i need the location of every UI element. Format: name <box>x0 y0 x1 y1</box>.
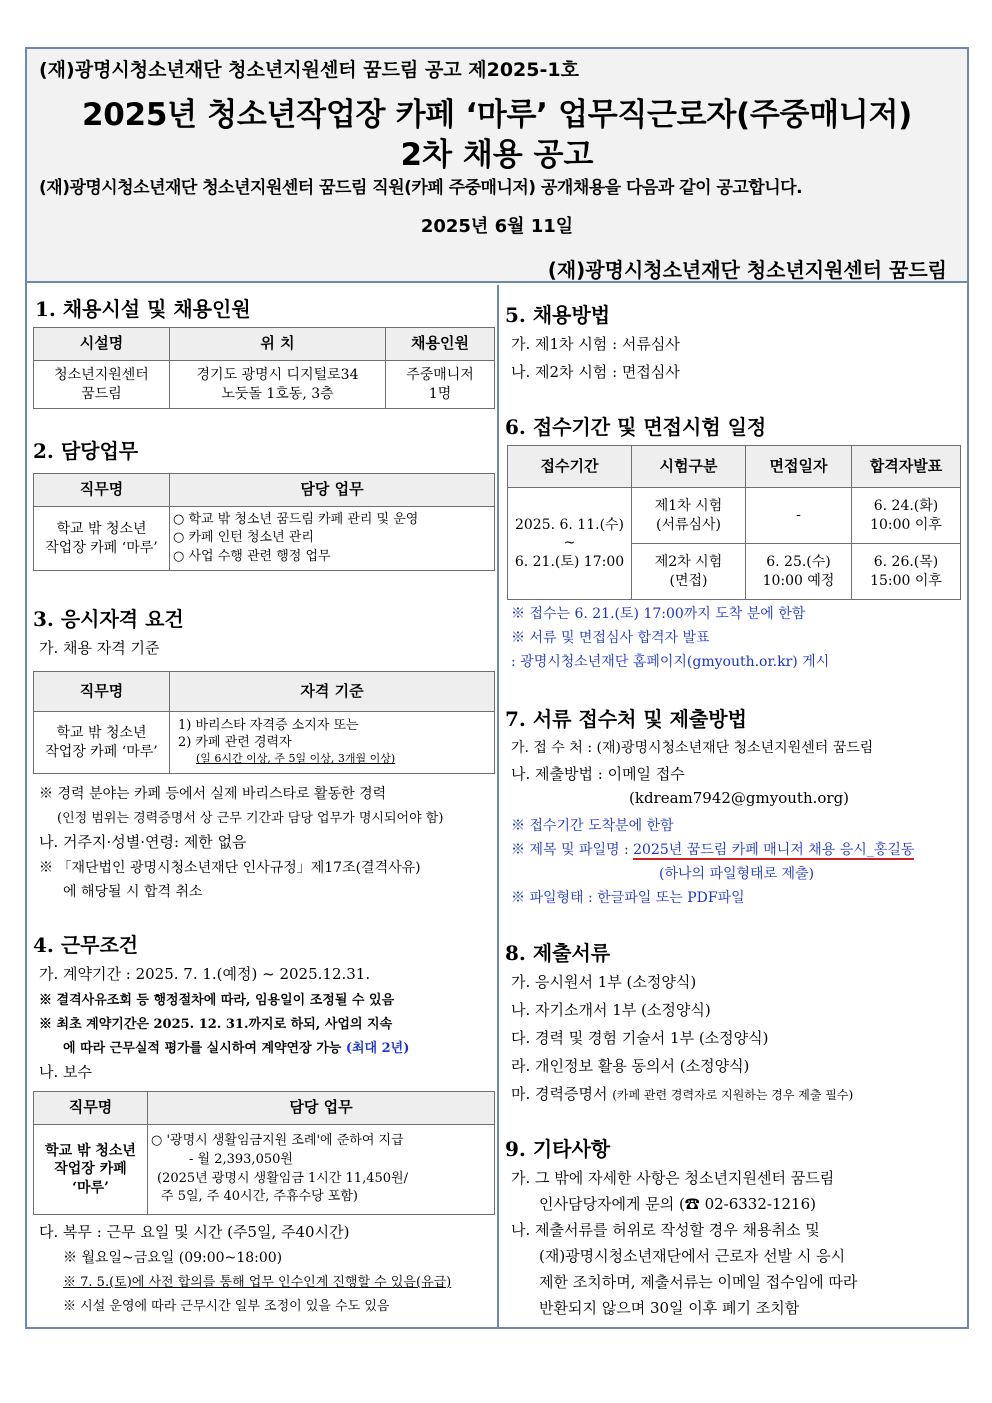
header-description: (재)광명시청소년재단 청소년지원센터 꿈드림 직원(카페 주중매니저) 공개채용을 다음과 같이 공고합니다. <box>39 178 803 198</box>
salary-detail: (2025년 광명시 생활임금 1시간 11,450원/ <box>157 1170 408 1186</box>
etc-na-4: 반환되지 않으며 30일 이후 폐기 조치함 <box>539 1299 800 1317</box>
table-cell: 6. 26.(목) 15:00 이후 <box>852 544 961 600</box>
contract-note-3: 에 따라 근무실적 평가를 실시하여 계약연장 가능 <box>63 1041 346 1056</box>
document-item-note: (카페 관련 경력자로 지원하는 경우 제출 필수) <box>612 1088 854 1102</box>
etc-na-3: 제한 조치하며, 제출서류는 이메일 접수임에 따라 <box>539 1273 858 1291</box>
table-cell: 제1차 시험 (서류심사) <box>632 488 746 544</box>
submission-place: 가. 접 수 처 : (재)광명시청소년재단 청소년지원센터 꿈드림 <box>511 740 874 756</box>
etc-ga-1: 가. 그 밖에 자세한 사항은 청소년지원센터 꿈드림 <box>511 1169 835 1187</box>
qualification-subtitle: 가. 채용 자격 기준 <box>39 639 160 657</box>
requirement-1: 1) 바리스타 자격증 소지자 또는 <box>178 718 359 734</box>
table-header: 시설명 <box>34 328 170 361</box>
table-header: 채용인원 <box>386 328 495 361</box>
requirement-2: 2) 카페 관련 경력자 <box>178 735 292 751</box>
table-header: 담당 업무 <box>170 474 495 507</box>
table-cell: - <box>746 488 852 544</box>
filename-label: ※ 제목 및 파일명 : <box>511 842 634 858</box>
page-title-line1: 2025년 청소년작업장 카페 ‘마루’ 업무직근로자(주중매니저) <box>82 97 912 133</box>
exam-1: 가. 제1차 시험 : 서류심사 <box>511 335 680 353</box>
document-item: 마. 경력증명서 <box>511 1085 613 1103</box>
duty-item: ○ 카페 인턴 청소년 관리 <box>173 530 314 546</box>
column-divider <box>497 285 499 1329</box>
contract-max-note: (최대 2년) <box>345 1041 410 1056</box>
section-3-title: 3. 응시자격 요건 <box>33 607 184 631</box>
requirement-2-note: (일 6시간 이상, 주 5일 이상, 3개월 이상) <box>196 752 396 766</box>
table-cell: 청소년지원센터 꿈드림 <box>34 361 170 409</box>
career-note-scope: (인정 범위는 경력증명서 상 근무 기간과 담당 업무가 명시되어야 함) <box>57 811 444 826</box>
table-header: 시험구분 <box>632 446 746 488</box>
organization-name: (재)광명시청소년재단 청소년지원센터 꿈드림 <box>547 258 947 282</box>
etc-ga-2: 인사담당자에게 문의 (☎ 02-6332-1216) <box>539 1195 816 1213</box>
duty-item: ○ 사업 수행 관련 행정 업무 <box>173 548 331 564</box>
duty-table <box>33 473 495 571</box>
section-6-title: 6. 접수기간 및 면접시험 일정 <box>505 415 767 439</box>
document-item: 가. 응시원서 1부 (소정양식) <box>511 973 697 991</box>
section-7-title: 7. 서류 접수처 및 제출방법 <box>505 707 747 731</box>
schedule-note-1: ※ 접수는 6. 21.(토) 17:00까지 도착 분에 한함 <box>511 606 806 622</box>
residence-line: 나. 거주지·성별·연령: 제한 없음 <box>39 833 247 851</box>
career-note: ※ 경력 분야는 카페 등에서 실제 바리스타로 활동한 경력 <box>39 786 387 802</box>
filename-value: 2025년 꿈드림 카페 매니저 채용 응시_홍길동 <box>633 842 915 858</box>
notice-number: (재)광명시청소년재단 청소년지원센터 꿈드림 공고 제2025-1호 <box>39 59 579 81</box>
document-item: 다. 경력 및 경험 기술서 1부 (소정양식) <box>511 1029 769 1047</box>
notice-date: 2025년 6월 11일 <box>420 216 574 237</box>
table-header: 직무명 <box>34 1092 148 1125</box>
table-header: 자격 기준 <box>170 672 495 712</box>
contract-note-1: ※ 결격사유조회 등 행정절차에 따라, 임용일이 조정될 수 있음 <box>39 993 395 1008</box>
notice-page <box>25 47 969 1329</box>
section-5-title: 5. 채용방법 <box>505 303 611 327</box>
table-header: 직무명 <box>34 672 170 712</box>
salary-table <box>33 1091 495 1215</box>
table-cell: 2025. 6. 11.(수) ~ 6. 21.(토) 17:00 <box>508 488 632 600</box>
qualification-table <box>33 671 495 774</box>
table-cell: 주중매니저 1명 <box>386 361 495 409</box>
table-header: 담당 업무 <box>148 1092 495 1125</box>
exam-2: 나. 제2차 시험 : 면접심사 <box>511 363 680 381</box>
table-cell: 6. 25.(수) 10:00 예정 <box>746 544 852 600</box>
table-cell: 제2차 시험 (면접) <box>632 544 746 600</box>
section-8-title: 8. 제출서류 <box>505 941 611 965</box>
table-header: 위 치 <box>170 328 386 361</box>
disqualification-note-cont: 에 해당될 시 합격 취소 <box>63 884 203 900</box>
submission-note-4: ※ 파일형태 : 한글파일 또는 PDF파일 <box>511 890 745 906</box>
contract-note-2: ※ 최초 계약기간은 2025. 12. 31.까지로 하되, 사업의 지속 <box>39 1017 393 1032</box>
table-cell: 6. 24.(화) 10:00 이후 <box>852 488 961 544</box>
salary-detail-cont: 주 5일, 주 40시간, 주휴수당 포함) <box>161 1189 358 1205</box>
schedule-note-2: ※ 서류 및 면접심사 합격자 발표 <box>511 630 710 646</box>
schedule-note-3: : 광명시청소년재단 홈페이지(gmyouth.or.kr) 게시 <box>511 654 830 670</box>
etc-na-1: 나. 제출서류를 허위로 작성할 경우 채용취소 및 <box>511 1221 820 1239</box>
handover-note: ※ 7. 5.(토)에 사전 합의를 통해 업무 인수인계 진행할 수 있음(유급) <box>63 1275 452 1290</box>
table-header: 접수기간 <box>508 446 632 488</box>
disqualification-note: ※ 「재단법인 광명시청소년재단 인사규정」제17조(결격사유) <box>39 860 421 876</box>
section-9-title: 9. 기타사항 <box>505 1137 611 1161</box>
document-item: 나. 자기소개서 1부 (소정양식) <box>511 1001 711 1019</box>
table-cell: 학교 밖 청소년 작업장 카페 ‘마루’ <box>34 507 170 571</box>
work-days-note: ※ 월요일~금요일 (09:00~18:00) <box>63 1250 283 1266</box>
duty-item: ○ 학교 밖 청소년 꿈드림 카페 관리 및 운영 <box>173 512 419 528</box>
submission-email: (kdream7942@gmyouth.org) <box>629 789 850 807</box>
work-hours-line: 다. 복무 : 근무 요일 및 시간 (주5일, 주40시간) <box>39 1223 350 1241</box>
section-4-title: 4. 근무조건 <box>33 933 139 957</box>
salary-basis: ○ '광명시 생활임금지원 조례'에 준하여 지급 <box>151 1132 404 1148</box>
table-cell: 학교 밖 청소년 작업장 카페 ‘마루’ <box>34 712 170 774</box>
schedule-table <box>507 445 961 600</box>
salary-subtitle: 나. 보수 <box>39 1063 93 1081</box>
submission-note-1: ※ 접수기간 도착분에 한함 <box>511 818 674 834</box>
salary-amount: - 월 2,393,050원 <box>189 1151 293 1167</box>
table-cell: 경기도 광명시 디지털로34 노둣돌 1호동, 3층 <box>170 361 386 409</box>
submission-note-3: (하나의 파일형태로 제출) <box>659 866 815 882</box>
table-header: 합격자발표 <box>852 446 961 488</box>
section-1-title: 1. 채용시설 및 채용인원 <box>35 297 251 321</box>
contract-period: 가. 계약기간 : 2025. 7. 1.(예정) ~ 2025.12.31. <box>39 965 371 983</box>
schedule-adjust-note: ※ 시설 운영에 따라 근무시간 일부 조정이 있을 수도 있음 <box>63 1299 390 1314</box>
facility-table <box>33 327 495 409</box>
etc-na-2: (재)광명시청소년재단에서 근로자 선발 시 응시 <box>539 1247 846 1265</box>
table-header: 직무명 <box>34 474 170 507</box>
table-cell: 학교 밖 청소년 작업장 카페 ‘마루’ <box>34 1125 148 1215</box>
header-box <box>27 49 967 283</box>
section-2-title: 2. 담당업무 <box>33 439 139 463</box>
page-title-line2: 2차 채용 공고 <box>400 137 594 173</box>
document-item: 라. 개인정보 활용 동의서 (소정양식) <box>511 1057 750 1075</box>
table-header: 면접일자 <box>746 446 852 488</box>
submission-method: 나. 제출방법 : 이메일 접수 <box>511 765 685 783</box>
